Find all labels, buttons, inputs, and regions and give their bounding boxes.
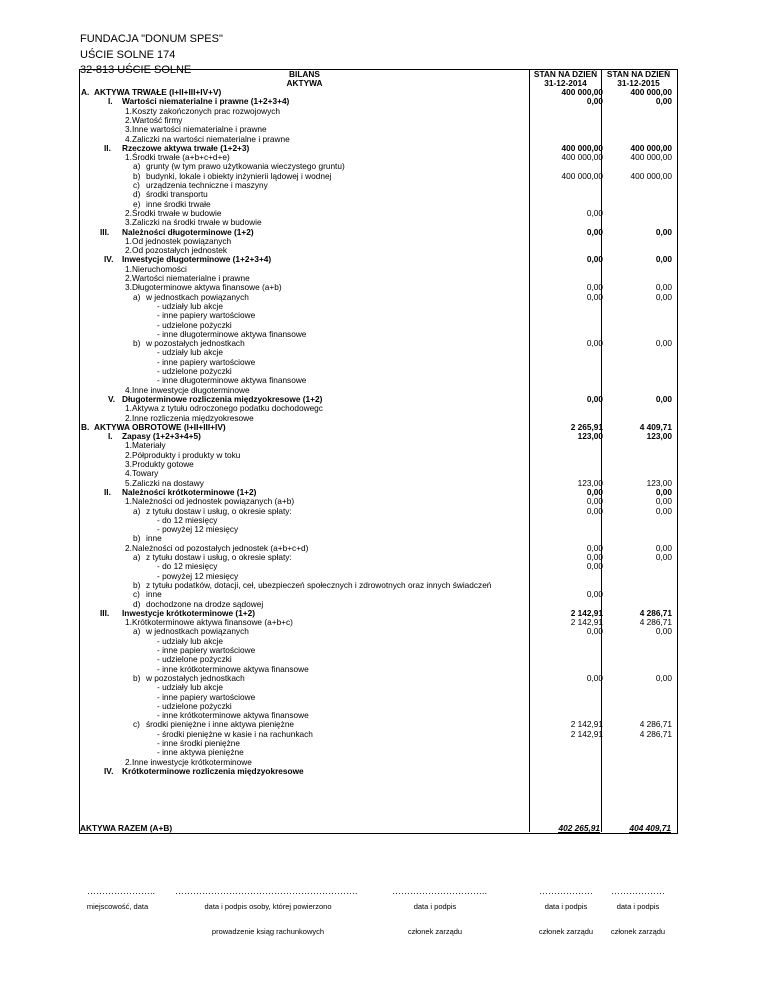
table-row bbox=[80, 330, 675, 339]
value-2015: 0,00 bbox=[655, 282, 672, 293]
value-2014: 0,00 bbox=[586, 338, 603, 349]
item-number: 4. bbox=[125, 133, 132, 144]
total-label: AKTYWA RAZEM (A+B) bbox=[80, 823, 173, 833]
table-row bbox=[80, 135, 675, 144]
item-number: 2. bbox=[125, 114, 132, 125]
item-label: w jednostkach powiązanych bbox=[146, 626, 249, 637]
item-label: w jednostkach powiązanych bbox=[146, 291, 249, 302]
signature-line: ……………… bbox=[539, 886, 593, 896]
item-label: Inne wartości niematerialne i prawne bbox=[132, 124, 267, 135]
table-row bbox=[80, 414, 675, 423]
value-2015: 0,00 bbox=[655, 291, 672, 302]
table-row bbox=[80, 572, 675, 581]
table-row bbox=[80, 367, 675, 376]
table-row bbox=[80, 758, 675, 767]
item-number: 1. bbox=[125, 263, 132, 274]
table-row bbox=[80, 441, 675, 450]
table-title-block bbox=[80, 70, 529, 88]
item-label: Wartości niematerialne i prawne (1+2+3+4) bbox=[122, 96, 290, 107]
item-number: d) bbox=[133, 189, 141, 200]
value-2015: 4 409,71 bbox=[639, 421, 672, 432]
value-2014: 0,00 bbox=[586, 291, 603, 302]
value-2015: 0,00 bbox=[655, 393, 672, 404]
item-label: Zaliczki na środki trwałe w budowie bbox=[132, 217, 262, 228]
table-row bbox=[80, 237, 675, 246]
table-row bbox=[80, 181, 675, 190]
item-label: urządzenia techniczne i maszyny bbox=[146, 180, 268, 190]
table-row bbox=[80, 321, 675, 330]
item-label: w pozostałych jednostkach bbox=[146, 338, 245, 349]
item-label: dochodzone na drodze sądowej bbox=[146, 598, 264, 609]
item-number: IV. bbox=[104, 765, 114, 776]
value-2015: 0,00 bbox=[655, 542, 672, 553]
item-number: 1. bbox=[125, 440, 132, 451]
table-row bbox=[80, 544, 675, 553]
table-row bbox=[80, 507, 675, 516]
item-number: I. bbox=[108, 431, 113, 442]
value-2014: 0,00 bbox=[586, 552, 603, 562]
item-label: Nieruchomości bbox=[132, 263, 187, 274]
value-2014: 400 000,00 bbox=[561, 152, 603, 163]
signature-label: data i podpis bbox=[413, 902, 457, 911]
item-number: b) bbox=[133, 579, 141, 590]
item-label: Rzeczowe aktywa trwałe (1+2+3) bbox=[122, 142, 250, 153]
item-label: Towary bbox=[132, 468, 159, 479]
value-2015: 0,00 bbox=[655, 96, 672, 107]
table-row bbox=[80, 116, 675, 125]
item-label: Należności długoterminowe (1+2) bbox=[122, 226, 254, 237]
table-row bbox=[80, 516, 675, 525]
item-number: 2. bbox=[125, 207, 132, 218]
value-2014: 0,00 bbox=[586, 561, 603, 572]
table-row bbox=[80, 748, 675, 757]
item-number: b) bbox=[133, 533, 141, 544]
value-2015: 4 286,71 bbox=[639, 719, 672, 730]
org-street: UŚCIE SOLNE 174 bbox=[80, 48, 176, 61]
value-2015: 4 286,71 bbox=[639, 607, 672, 618]
table-row bbox=[80, 590, 675, 599]
item-number: 1. bbox=[125, 496, 132, 507]
item-label: środki transportu bbox=[146, 189, 208, 200]
item-label: inne bbox=[146, 589, 162, 600]
column-header-2015 bbox=[602, 70, 675, 88]
org-name: FUNDACJA "DONUM SPES" bbox=[80, 33, 223, 45]
item-label: z tytułu dostaw i usług, o okresie spłaty: bbox=[146, 505, 292, 516]
value-2014: 123,00 bbox=[577, 431, 603, 442]
item-label: - inne papiery wartościowe bbox=[157, 310, 256, 321]
signature-line: ………………………….. bbox=[392, 886, 488, 896]
table-row bbox=[80, 376, 675, 385]
item-label: Należności od jednostek powiązanych (a+b) bbox=[132, 496, 295, 507]
value-2014: 123,00 bbox=[577, 477, 603, 488]
item-number: b) bbox=[133, 672, 141, 683]
item-label: Inne inwestycje długoterminowe bbox=[132, 384, 250, 395]
item-label: - inne aktywa pieniężne bbox=[157, 747, 244, 758]
item-number: e) bbox=[133, 198, 141, 209]
value-2015: 0,00 bbox=[655, 552, 672, 562]
value-2014: 0,00 bbox=[586, 505, 603, 516]
item-number: 2. bbox=[125, 273, 132, 283]
item-number: 4. bbox=[125, 384, 132, 395]
table-row bbox=[80, 293, 675, 302]
signature-label: data i podpis bbox=[616, 902, 660, 911]
item-number: IV. bbox=[104, 254, 114, 265]
item-label: z tytułu dostaw i usług, o okresie spłaty: bbox=[146, 552, 292, 562]
table-title: BILANS bbox=[289, 69, 320, 79]
item-number: 1. bbox=[125, 235, 132, 246]
item-number: II. bbox=[104, 486, 111, 497]
value-2014: 0,00 bbox=[586, 207, 603, 218]
table-row bbox=[80, 190, 675, 199]
table-row bbox=[80, 88, 675, 97]
item-label: - inne papiery wartościowe bbox=[157, 356, 256, 367]
signature-label: data i podpis osoby, której powierzono bbox=[204, 902, 332, 911]
value-2014: 0,00 bbox=[586, 486, 603, 497]
table-row bbox=[80, 720, 675, 729]
table-row bbox=[80, 358, 675, 367]
signature-label: prowadzenie ksiąg rachunkowych bbox=[211, 927, 325, 936]
table-row bbox=[80, 97, 675, 106]
item-label: Środki trwałe (a+b+c+d+e) bbox=[132, 152, 230, 163]
table-row bbox=[80, 209, 675, 218]
value-2014: 400 000,00 bbox=[561, 142, 603, 153]
item-label: grunty (w tym prawo użytkowania wieczystego gruntu) bbox=[146, 161, 345, 172]
item-number: 1. bbox=[125, 152, 132, 163]
table-row bbox=[80, 693, 675, 702]
value-2015: 0,00 bbox=[655, 338, 672, 349]
item-number: III. bbox=[100, 226, 110, 237]
column-header-date: 31-12-2015 bbox=[617, 78, 660, 88]
table-row bbox=[80, 246, 675, 255]
signature-line: ……………… bbox=[611, 886, 665, 896]
table-row bbox=[80, 609, 675, 618]
value-2015: 400 000,00 bbox=[630, 87, 672, 97]
item-label: środki pieniężne i inne aktywa pieniężne bbox=[146, 719, 295, 730]
value-2014: 0,00 bbox=[586, 226, 603, 237]
table-row bbox=[80, 553, 675, 562]
table-row bbox=[80, 228, 675, 237]
item-number: c) bbox=[133, 719, 140, 730]
table-row bbox=[80, 674, 675, 683]
item-label: - inne papiery wartościowe bbox=[157, 645, 256, 655]
table-row bbox=[80, 488, 675, 497]
value-2015: 4 286,71 bbox=[639, 617, 672, 628]
item-label: - do 12 miesięcy bbox=[157, 514, 218, 525]
item-label: - udzielone pożyczki bbox=[157, 366, 232, 376]
table-row bbox=[80, 469, 675, 478]
item-label: - udzielone pożyczki bbox=[157, 654, 232, 665]
table-row bbox=[80, 200, 675, 209]
signature-line: ……………………………………………………. bbox=[175, 886, 358, 896]
value-2015: 400 000,00 bbox=[630, 152, 672, 163]
item-number: V. bbox=[108, 393, 116, 404]
item-label: inne środki trwałe bbox=[146, 198, 211, 209]
item-number: 3. bbox=[125, 124, 132, 135]
item-label: Należności krótkoterminowe (1+2) bbox=[122, 486, 257, 497]
item-label: Koszty zakończonych prac rozwojowych bbox=[132, 105, 281, 116]
item-label: Długoterminowe aktywa finansowe (a+b) bbox=[132, 282, 282, 293]
item-label: AKTYWA OBROTOWE (I+II+III+IV) bbox=[94, 421, 226, 432]
item-label: Inwestycje długoterminowe (1+2+3+4) bbox=[122, 254, 272, 265]
item-number: 3. bbox=[125, 459, 132, 469]
table-row bbox=[80, 274, 675, 283]
item-label: - udzielone pożyczki bbox=[157, 319, 232, 330]
table-row bbox=[80, 637, 675, 646]
signature-label: miejscowość, data bbox=[86, 902, 149, 911]
item-label: Zapasy (1+2+3+4+5) bbox=[122, 431, 201, 442]
item-label: Inne inwestycje krótkoterminowe bbox=[132, 756, 252, 767]
item-label: w pozostałych jednostkach bbox=[146, 672, 245, 683]
table-row bbox=[80, 683, 675, 692]
item-number: 2. bbox=[125, 542, 132, 553]
total-value-2015: 404 409,71 bbox=[629, 823, 671, 833]
column-header-2014 bbox=[530, 70, 601, 88]
table-row bbox=[80, 172, 675, 181]
item-number: b) bbox=[133, 338, 141, 349]
value-2015: 0,00 bbox=[655, 226, 672, 237]
value-2014: 400 000,00 bbox=[561, 170, 603, 181]
item-number: a) bbox=[133, 505, 141, 516]
value-2015: 0,00 bbox=[655, 496, 672, 507]
item-label: - inne krótkoterminowe aktywa finansowe bbox=[157, 710, 309, 721]
item-label: Krótkoterminowe rozliczenia międzyokresowe bbox=[122, 765, 304, 776]
item-number: III. bbox=[100, 607, 110, 618]
item-label: Środki trwałe w budowie bbox=[132, 207, 222, 218]
item-label: Krótkoterminowe aktywa finansowe (a+b+c) bbox=[132, 617, 293, 628]
value-2015: 400 000,00 bbox=[630, 142, 672, 153]
item-label: AKTYWA TRWAŁE (I+II+III+IV+V) bbox=[94, 87, 222, 97]
table-row bbox=[80, 655, 675, 664]
table-row bbox=[80, 581, 675, 590]
item-label: - do 12 miesięcy bbox=[157, 561, 218, 572]
item-number: I. bbox=[108, 96, 113, 107]
signature-label: członek zarządu bbox=[538, 927, 594, 936]
section-marker: B. bbox=[81, 421, 90, 432]
table-row bbox=[80, 339, 675, 348]
total-value-2014: 402 265,91 bbox=[558, 823, 600, 833]
item-number: 1. bbox=[125, 617, 132, 628]
table-row bbox=[80, 497, 675, 506]
value-2014: 2 265,91 bbox=[570, 421, 603, 432]
item-number: a) bbox=[133, 291, 141, 302]
value-2014: 0,00 bbox=[586, 672, 603, 683]
item-number: 2. bbox=[125, 245, 132, 256]
item-label: Zaliczki na wartości niematerialne i prawne bbox=[132, 133, 290, 144]
table-row bbox=[80, 525, 675, 534]
table-row bbox=[80, 107, 675, 116]
table-row bbox=[80, 702, 675, 711]
item-label: Długoterminowe rozliczenia międzyokresowe (1+2) bbox=[122, 393, 323, 404]
value-2014: 400 000,00 bbox=[561, 87, 603, 97]
value-2014: 2 142,91 bbox=[570, 719, 603, 730]
table-row bbox=[80, 283, 675, 292]
item-number: b) bbox=[133, 170, 141, 181]
signature-label: członek zarządu bbox=[407, 927, 463, 936]
item-label: - inne długoterminowe aktywa finansowe bbox=[157, 375, 307, 386]
value-2014: 0,00 bbox=[586, 96, 603, 107]
item-label: - inne papiery wartościowe bbox=[157, 691, 256, 702]
table-row bbox=[80, 562, 675, 571]
value-2015: 4 286,71 bbox=[639, 728, 672, 739]
item-label: - powyżej 12 miesięcy bbox=[157, 524, 239, 535]
item-number: c) bbox=[133, 180, 140, 190]
section-marker: A. bbox=[81, 87, 90, 97]
value-2015: 400 000,00 bbox=[630, 170, 672, 181]
value-2015: 0,00 bbox=[655, 505, 672, 516]
table-row bbox=[80, 460, 675, 469]
value-2014: 0,00 bbox=[586, 254, 603, 265]
item-label: - udziały lub akcje bbox=[157, 682, 223, 693]
org-city: 32-813 UŚCIE SOLNE bbox=[80, 64, 192, 76]
table-row bbox=[80, 302, 675, 311]
item-label: - powyżej 12 miesięcy bbox=[157, 570, 239, 581]
value-2015: 123,00 bbox=[646, 431, 672, 442]
item-label: - udziały lub akcje bbox=[157, 635, 223, 646]
item-number: a) bbox=[133, 161, 141, 172]
value-2014: 0,00 bbox=[586, 496, 603, 507]
item-label: Aktywa z tytułu odroczonego podatku dochodowegc bbox=[132, 403, 323, 414]
item-label: Od jednostek powiązanych bbox=[132, 235, 232, 246]
table-row bbox=[80, 386, 675, 395]
item-number: 3. bbox=[125, 282, 132, 293]
item-number: 1. bbox=[125, 105, 132, 116]
item-number: 2. bbox=[125, 756, 132, 767]
item-label: - udziały lub akcje bbox=[157, 300, 223, 311]
table-row bbox=[80, 730, 675, 739]
column-header-label: STAN NA DZIEŃ bbox=[533, 69, 598, 79]
table-row bbox=[80, 627, 675, 636]
table-row bbox=[80, 432, 675, 441]
item-label: Wartości niematerialne i prawne bbox=[132, 273, 250, 283]
item-label: z tytułu podatków, dotacji, ceł, ubezpieczeń społecznych i zdrowotnych oraz innych świadczeń bbox=[146, 579, 492, 590]
item-label: Materiały bbox=[132, 440, 166, 451]
value-2014: 0,00 bbox=[586, 626, 603, 637]
table-row bbox=[80, 479, 675, 488]
table-row bbox=[80, 218, 675, 227]
table-row bbox=[80, 534, 675, 543]
table-row bbox=[80, 451, 675, 460]
item-label: - środki pieniężne w kasie i na rachunkach bbox=[157, 728, 313, 739]
item-label: - inne krótkoterminowe aktywa finansowe bbox=[157, 663, 309, 674]
value-2014: 2 142,91 bbox=[570, 607, 603, 618]
value-2014: 0,00 bbox=[586, 393, 603, 404]
table-row bbox=[80, 600, 675, 609]
item-label: budynki, lokale i obiekty inżynierii lądowej i wodnej bbox=[146, 170, 332, 181]
table-row bbox=[80, 153, 675, 162]
table-row bbox=[80, 423, 675, 432]
value-2015: 0,00 bbox=[655, 672, 672, 683]
item-label: Półprodukty i produkty w toku bbox=[132, 449, 241, 460]
item-number: 5. bbox=[125, 477, 132, 488]
total-row bbox=[80, 824, 675, 832]
table-row bbox=[80, 739, 675, 748]
table-subtitle: AKTYWA bbox=[286, 78, 323, 88]
value-2014: 2 142,91 bbox=[570, 617, 603, 628]
item-label: Zaliczki na dostawy bbox=[132, 477, 204, 488]
item-label: inne bbox=[146, 533, 162, 544]
table-row bbox=[80, 311, 675, 320]
table-row bbox=[80, 665, 675, 674]
item-number: a) bbox=[133, 626, 141, 637]
item-number: II. bbox=[104, 142, 111, 153]
item-label: - inne środki pieniężne bbox=[157, 738, 241, 748]
column-header-date: 31-12-2014 bbox=[544, 78, 587, 88]
table-row bbox=[80, 162, 675, 171]
value-2015: 0,00 bbox=[655, 254, 672, 265]
value-2014: 0,00 bbox=[586, 282, 603, 293]
item-number: c) bbox=[133, 589, 140, 600]
value-2014: 0,00 bbox=[586, 589, 603, 600]
table-row bbox=[80, 711, 675, 720]
item-label: Wartość firmy bbox=[132, 114, 183, 125]
table-row bbox=[80, 125, 675, 134]
item-number: a) bbox=[133, 552, 141, 562]
item-label: - udziały lub akcje bbox=[157, 347, 223, 358]
item-label: - udzielone pożyczki bbox=[157, 700, 232, 711]
item-number: 1. bbox=[125, 403, 132, 414]
signature-label: członek zarządu bbox=[610, 927, 666, 936]
item-label: Od pozostałych jednostek bbox=[132, 245, 228, 256]
item-number: 2. bbox=[125, 412, 132, 423]
item-number: d) bbox=[133, 598, 141, 609]
table-row bbox=[80, 618, 675, 627]
table-row bbox=[80, 395, 675, 404]
item-label: - inne długoterminowe aktywa finansowe bbox=[157, 328, 307, 339]
column-header-label: STAN NA DZIEŃ bbox=[606, 69, 671, 79]
item-label: Inwestycje krótkoterminowe (1+2) bbox=[122, 607, 256, 618]
item-label: Należności od pozostałych jednostek (a+b+c+d) bbox=[132, 542, 309, 553]
value-2014: 2 142,91 bbox=[570, 728, 603, 739]
table-row bbox=[80, 348, 675, 357]
table-row bbox=[80, 404, 675, 413]
signature-line: ………………….. bbox=[87, 886, 156, 896]
table-row bbox=[80, 767, 675, 776]
value-2014: 0,00 bbox=[586, 542, 603, 553]
table-row bbox=[80, 646, 675, 655]
item-number: 2. bbox=[125, 449, 132, 460]
value-2015: 0,00 bbox=[655, 626, 672, 637]
table-row bbox=[80, 255, 675, 264]
item-label: Produkty gotowe bbox=[132, 459, 194, 469]
signature-label: data i podpis bbox=[544, 902, 588, 911]
value-2015: 123,00 bbox=[646, 477, 672, 488]
item-label: Inne rozliczenia międzyokresowe bbox=[132, 412, 254, 423]
item-number: 4. bbox=[125, 468, 132, 479]
table-row bbox=[80, 265, 675, 274]
item-number: 3. bbox=[125, 217, 132, 228]
value-2015: 0,00 bbox=[655, 486, 672, 497]
